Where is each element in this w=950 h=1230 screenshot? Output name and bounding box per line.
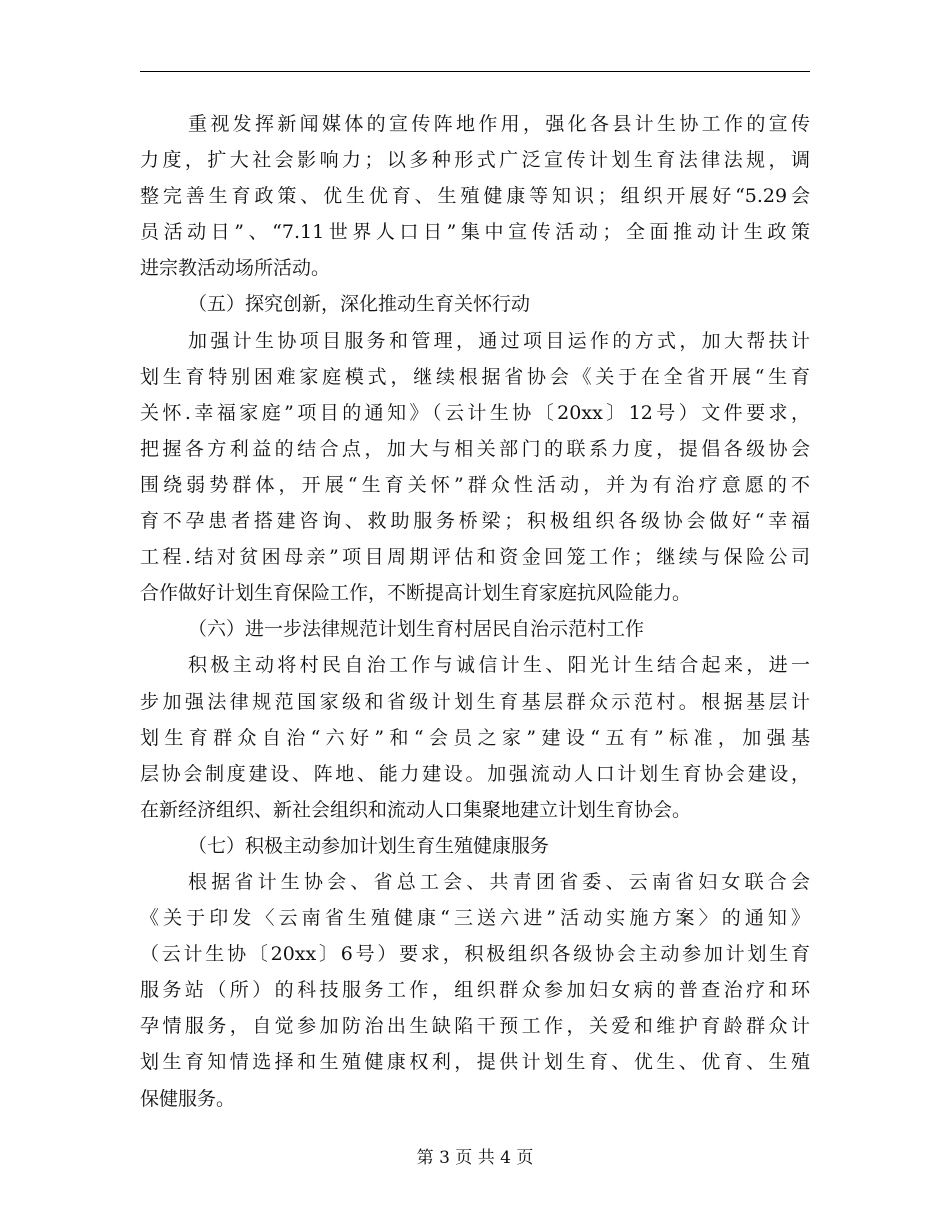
text-line: （五）探究创新，深化推动生育关怀行动 — [188, 293, 531, 316]
text-line: 层协会制度建设、阵地、能力建设。加强流动人口计划生育协会建设， — [140, 762, 810, 785]
text-line: 划生育群众自治“六好”和“会员之家”建设“五有”标准，加强基 — [140, 726, 810, 749]
body-paragraph — [140, 864, 810, 1117]
text-line: （六）进一步法律规范计划生育村居民自治示范村工作 — [188, 618, 645, 641]
text-line: 积极主动将村民自治工作与诚信计生、阳光计生结合起来，进一 — [188, 654, 810, 677]
text-line: 划生育特别困难家庭模式，继续根据省协会《关于在全省开展“生育 — [140, 365, 810, 388]
text-line: 员活动日”、“7.11世界人口日”集中宣传活动；全面推动计生政策 — [140, 221, 810, 244]
text-line: 围绕弱势群体，开展“生育关怀”群众性活动，并为有治疗意愿的不 — [140, 473, 810, 496]
text-line: （云计生协〔20xx〕6号）要求，积极组织各级协会主动参加计划生育 — [140, 943, 810, 966]
text-line: 工程.结对贫困母亲”项目周期评估和资金回笼工作；继续与保险公司 — [140, 546, 810, 569]
text-line: 在新经济组织、新社会组织和流动人口集聚地建立计划生育协会。 — [140, 798, 692, 821]
text-line: 加强计生协项目服务和管理，通过项目运作的方式，加大帮扶计 — [188, 329, 810, 352]
section-heading — [140, 611, 810, 647]
text-line: 服务站（所）的科技服务工作，组织群众参加妇女病的普查治疗和环 — [140, 979, 810, 1002]
body-paragraph — [140, 106, 810, 286]
text-line: 进宗教活动场所活动。 — [140, 257, 331, 280]
text-line: 育不孕患者搭建咨询、救助服务桥梁；积极组织各级协会做好“幸福 — [140, 510, 810, 533]
text-line: 《关于印发〈云南省生殖健康“三送六进”活动实施方案〉的通知》 — [140, 907, 810, 930]
section-heading — [140, 286, 810, 322]
text-line: 保健服务。 — [140, 1087, 236, 1110]
text-line: 步加强法律规范国家级和省级计划生育基层群众示范村。根据基层计 — [140, 690, 810, 713]
text-line: 重视发挥新闻媒体的宣传阵地作用，强化各县计生协工作的宣传 — [188, 113, 810, 135]
header-rule — [140, 71, 810, 72]
section-heading — [140, 828, 810, 864]
text-line: 划生育知情选择和生殖健康权利，提供计划生育、优生、优育、生殖 — [140, 1051, 810, 1074]
text-line: 关怀.幸福家庭”项目的通知》（云计生协〔20xx〕12号）文件要求， — [140, 401, 810, 424]
body-paragraph — [140, 647, 810, 827]
document-body — [140, 106, 810, 1117]
text-line: 孕情服务，自觉参加防治出生缺陷干预工作，关爱和维护育龄群众计 — [140, 1015, 810, 1038]
text-line: 根据省计生协会、省总工会、共青团省委、云南省妇女联合会 — [188, 870, 810, 893]
body-paragraph — [140, 323, 810, 612]
text-line: 力度，扩大社会影响力；以多种形式广泛宣传计划生育法律法规，调 — [140, 149, 810, 172]
text-line: 合作做好计划生育保险工作，不断提高计划生育家庭抗风险能力。 — [140, 582, 692, 605]
text-line: （七）积极主动参加计划生育生殖健康服务 — [188, 834, 550, 857]
text-line: 整完善生育政策、优生优育、生殖健康等知识；组织开展好“5.29会 — [140, 185, 810, 208]
page-number-footer: 第 3 页 共 4 页 — [416, 1148, 534, 1168]
text-line: 把握各方利益的结合点，加大与相关部门的联系力度，提倡各级协会 — [140, 437, 810, 460]
